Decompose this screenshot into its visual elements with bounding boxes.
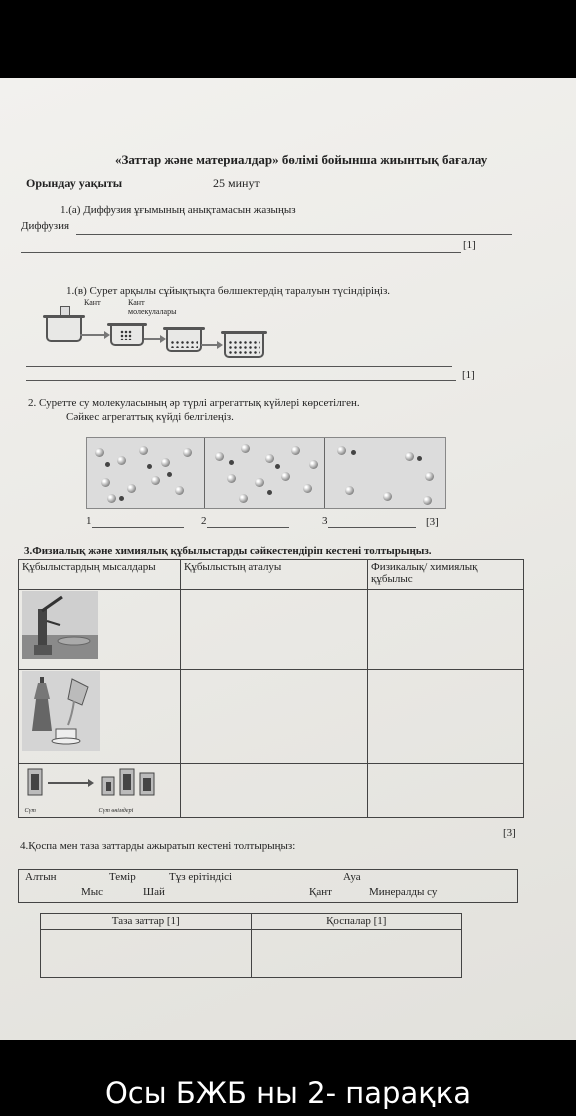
beaker-4 (224, 334, 264, 358)
q4-answer-pure[interactable] (41, 930, 252, 978)
q4-prompt: 4.Қоспа мен таза заттарды ажыратып кестені толтырыңыз: (20, 840, 296, 852)
q1a-answer-label: Диффузия (21, 220, 70, 232)
beaker-2 (110, 326, 144, 346)
q3-example-water-pump (19, 590, 181, 670)
label-sugar-molecules-2: молекулалары (128, 307, 177, 316)
word-copper: Мыс (81, 886, 104, 898)
q2-mark: [3] (426, 516, 439, 528)
water-pump-image (22, 591, 98, 659)
duration-label: Орындау уақыты (26, 176, 123, 190)
q3-col-type-header: Физикалық/ химиялық құбылыс (368, 560, 524, 590)
q1b-mark: [1] (462, 369, 475, 381)
label-sugar-molecules-1: Кант (128, 298, 145, 307)
q3-example-coffee (19, 670, 181, 764)
q2-blank-1[interactable] (92, 527, 184, 528)
q3-answer-type-2[interactable] (368, 670, 524, 764)
word-mineral-water: Минералды су (369, 886, 438, 898)
q3-answer-type-3[interactable] (368, 764, 524, 818)
arrow-icon (201, 344, 219, 346)
q2-prompt-2: Сәйкес агрегаттық күйді белгілеңіз. (66, 411, 234, 423)
q2-blank-2[interactable] (207, 527, 289, 528)
q3-prompt: 3.Физиалық және химиялық құбылыстарды сәйкестендіріп кестені толтырыңыз. (24, 545, 432, 557)
worksheet-page (0, 78, 576, 1040)
duration-value: 25 минут (213, 176, 260, 190)
q3-col-examples-header: Құбылыстардың мысалдары (19, 560, 181, 590)
q4-word-bank (18, 869, 518, 903)
q1b-answer-line-2[interactable] (26, 380, 456, 381)
arrow-icon (144, 338, 162, 340)
word-air: Ауа (343, 871, 361, 883)
beaker-1 (46, 318, 82, 342)
q4-col-pure-header: Таза заттар [1] (41, 914, 252, 930)
q4-table (40, 913, 462, 978)
q3-answer-name-2[interactable] (181, 670, 368, 764)
liquid-state-panel (205, 438, 323, 508)
sugar-cube-icon (60, 306, 70, 316)
solid-state-panel (87, 438, 203, 508)
word-gold: Алтын (25, 871, 57, 883)
q2-prompt-1: 2. Суретте су молекуласының әр түрлі агрегаттық күйлері көрсетілген. (28, 397, 360, 409)
q3-table (18, 559, 524, 818)
word-iron: Темір (109, 871, 136, 883)
milk-label: Сүт (24, 807, 36, 814)
word-tea: Шай (143, 886, 165, 898)
beaker-3 (166, 330, 202, 352)
q1a-mark: [1] (463, 239, 476, 251)
coffee-pot-image (22, 671, 100, 751)
word-salt-solution: Тұз ерітіндісі (169, 871, 233, 883)
q1a-answer-line-1[interactable] (76, 234, 512, 235)
water-states-image (86, 437, 446, 509)
q2-blank-3[interactable] (328, 527, 416, 528)
q4-col-mixture-header: Қоспалар [1] (251, 914, 462, 930)
q3-col-name-header: Құбылыстың аталуы (181, 560, 368, 590)
q1b-prompt: 1.(в) Сурет арқылы сұйықтықта бөлшектердің таралуын түсіндіріңіз. (66, 285, 391, 297)
q4-answer-mixture[interactable] (251, 930, 462, 978)
worksheet-title: «Заттар және материалдар» бөлімі бойынша жиынтық бағалау (115, 152, 488, 167)
q1b-answer-line-1[interactable] (26, 366, 452, 367)
q2-blank-1-number: 1 (86, 515, 92, 527)
q3-mark: [3] (503, 827, 516, 839)
milk-products-image (22, 765, 172, 811)
sour-milk-label: Сүт өнімдері (98, 807, 134, 814)
q1a-prompt: 1.(а) Диффузия ұғымының анықтамасын жазыңыз (60, 204, 296, 216)
caption-text: Осы БЖБ ны 2- парақка (104, 1076, 472, 1110)
word-sugar: Қант (309, 886, 332, 898)
q3-example-milk (19, 764, 181, 818)
q1a-answer-line-2[interactable] (21, 252, 461, 253)
label-sugar: Кант (84, 298, 101, 307)
gas-state-panel (325, 438, 445, 508)
q3-answer-type-1[interactable] (368, 590, 524, 670)
q3-answer-name-1[interactable] (181, 590, 368, 670)
arrow-icon (80, 334, 106, 336)
q2-blank-3-number: 3 (322, 515, 328, 527)
q2-blank-2-number: 2 (201, 515, 207, 527)
q3-answer-name-3[interactable] (181, 764, 368, 818)
